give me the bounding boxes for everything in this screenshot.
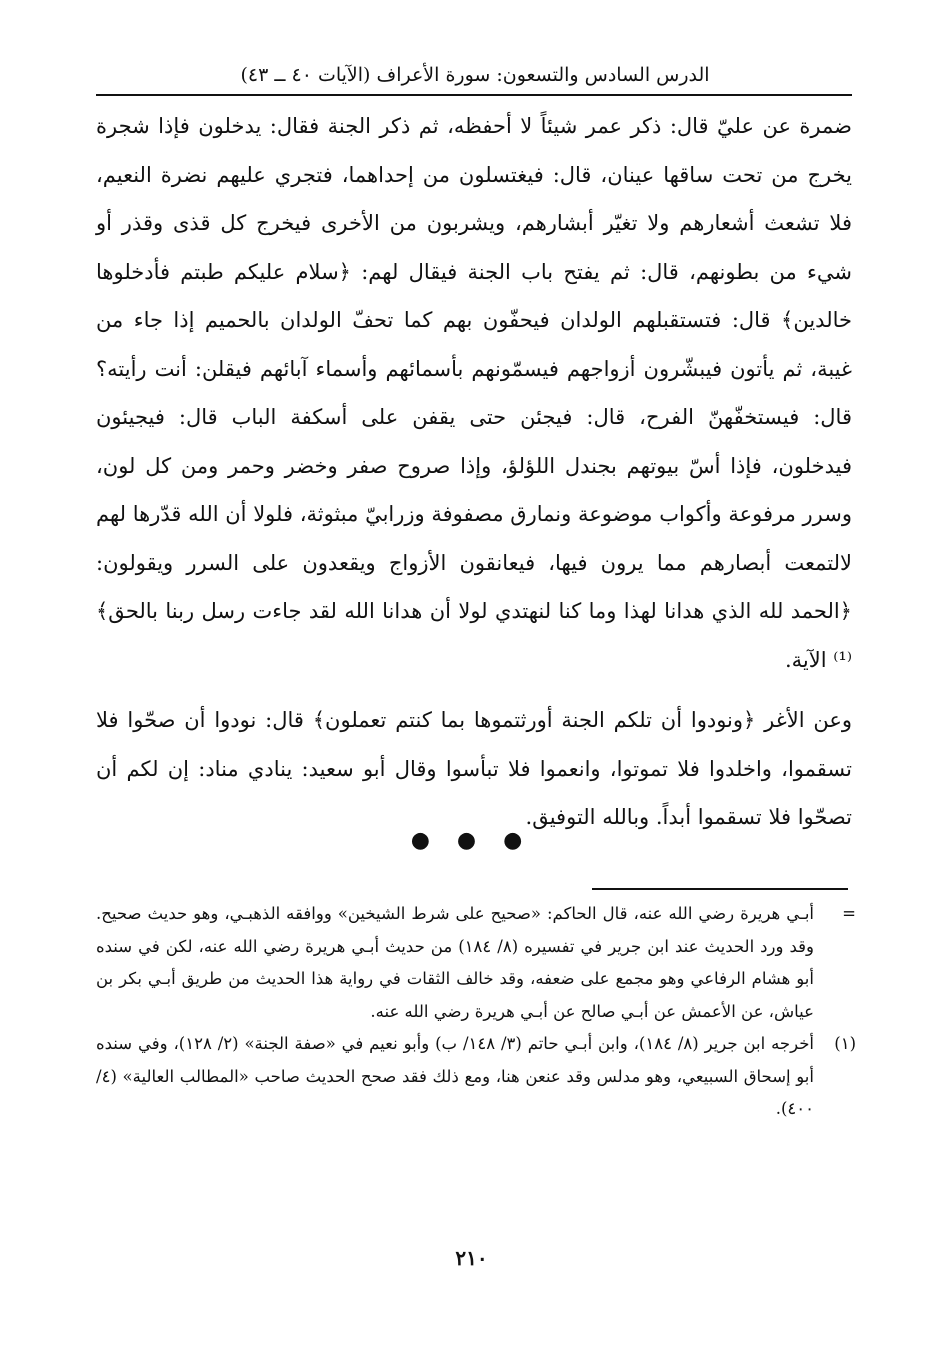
footnote-text: أبـي هريرة رضي الله عنه، قال الحاكم: «صحيح على شرط الشيخين» ووافقه الذهبـي، وهو حديث صحيح. وقد ورد الحديث عند ابن جرير في تفسيره (٨/ ١٨٤) من حديث أبـي هريرة رضي الله عنه، لكن في سنده أبو هشام الرفاعي وهو مجمع على ضعفه، وقد خالف الثقات في رواية هذا الحديث من طريق أبـي بكر بن عياش، عن الأعمش عن أبـي صالح عن أبـي هريرة رضي الله عنه. — [96, 904, 814, 1021]
footnote-1 — [96, 1028, 856, 1126]
body-paragraph-1: ضمرة عن عليّ قال: ذكر عمر شيئاً لا أحفظه، ثم ذكر الجنة فقال: يدخلون فإذا شجرة يخرج من تحت ساقها عينان، قال: فيغتسلون من إحداهما، فتجري عليهم نضرة النعيم، فلا تشعث أشعارهم ولا تغيّر أبشارهم، ويشربون من الأخرى فيخرج كل قذى وقذر أو شيء من بطونهم، قال: ثم يفتح باب الجنة فيقال لهم: ﴿سلام عليكم طبتم فأدخلوها خالدين﴾ قال: فتستقبلهم الولدان فيحفّون بهم كما تحفّ الولدان بالحميم إذا جاء من غيبة، ثم يأتون فيبشّرون أزواجهم فيسمّونهم بأسمائهم وأسماء آبائهم فيقلن: أنت رأيته؟ قال: فيستخفّهنّ الفرح، قال: فيجئن حتى يقفن على أسكفة الباب قال: فيجيئون فيدخلون، فإذا أسّ بيوتهم بجندل اللؤلؤ، وإذا صروح صفر وخضر وحمر ومن كل لون، وسرر مرفوعة وأكواب موضوعة ونمارق مصفوفة وزرابيّ مبثوثة، فلولا أن الله قدّرها لهم لالتمعت أبصارهم مما يرون فيها، فيعانقون الأزواج ويقعدون على السرر ويقولون: ﴿الحمد لله الذي هدانا لهذا وما كنا لنهتدي لولا أن هدانا الله لقد جاءت رسل ربنا بالحق﴾⁽¹⁾ الآية. — [96, 114, 852, 672]
header-rule — [96, 94, 852, 96]
page-number: ٢١٠ — [455, 1246, 488, 1270]
footnote-marker: = — [842, 904, 856, 923]
footnote-continued — [96, 898, 856, 1028]
running-header: الدرس السادس والتسعون: سورة الأعراف (الآيات ٤٠ ــ ٤٣) — [240, 64, 710, 86]
footnote-marker: (١) — [834, 1034, 856, 1053]
footnotes — [96, 898, 856, 1126]
footnote-rule — [592, 888, 848, 890]
body-paragraph-2: وعن الأغر ﴿ونودوا أن تلكم الجنة أورثتموها بما كنتم تعملون﴾ قال: نودوا أن صحّوا فلا تسقموا، واخلدوا فلا تموتوا، وانعموا فلا تبأسوا وقال أبو سعيد: ينادي مناد: إن لكم أن تصحّوا فلا تسقموا أبداً. وبالله التوفيق. — [96, 708, 852, 829]
footnote-text: أخرجه ابن جرير (٨/ ١٨٤)، وابن أبـي حاتم (٣/ ١٤٨/ ب) وأبو نعيم في «صفة الجنة» (٢/ ١٢٨)، وفي سنده أبو إسحاق السبيعي، وهو مدلس وقد عنعن هنا، ومع ذلك فقد صحح الحديث صاحب «المطالب العالية» (٤/ ٤٠٠). — [96, 1034, 815, 1118]
section-separator: ● ● ● — [410, 828, 533, 853]
main-text — [96, 102, 852, 842]
